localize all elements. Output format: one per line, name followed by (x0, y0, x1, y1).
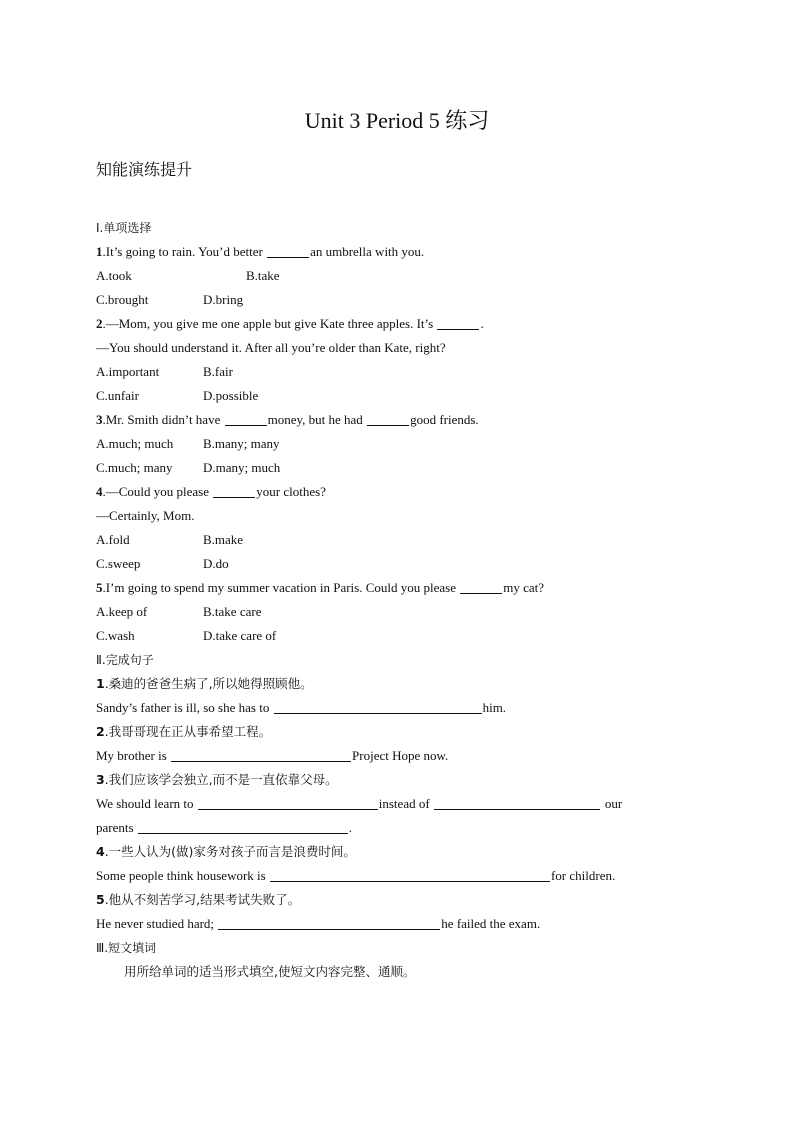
option-a[interactable]: A.important (96, 364, 160, 379)
section2-heading: Ⅱ.完成句子 (96, 653, 154, 667)
question-stem: .It’s going to rain. You’d better (102, 244, 267, 259)
question-4-reply: —Certainly, Mom. (96, 508, 195, 523)
sentence-4-english (96, 864, 716, 888)
option-b[interactable]: B.take care (203, 604, 262, 619)
question-stem: .—Could you please (102, 484, 213, 499)
chinese-prompt: .我们应该学会独立,而不是一直依靠父母。 (104, 772, 338, 787)
item-number: 4 (96, 844, 105, 859)
option-d[interactable]: D.do (203, 556, 229, 571)
question-stem-end: an umbrella with you. (310, 244, 425, 259)
option-a[interactable]: A.fold (96, 532, 130, 547)
english-tail: our (604, 796, 623, 811)
option-d[interactable]: D.many; much (203, 460, 281, 475)
option-a[interactable]: A.keep of (96, 604, 148, 619)
option-c[interactable]: C.brought (96, 292, 149, 307)
answer-blank[interactable] (434, 795, 600, 810)
section3-heading: Ⅲ.短文填词 (96, 941, 157, 955)
english-lead: We should learn to (96, 796, 197, 811)
option-b[interactable]: B.make (203, 532, 244, 547)
option-c[interactable]: C.unfair (96, 388, 139, 403)
english-tail: he failed the exam. (441, 916, 541, 931)
item-number: 3 (96, 772, 105, 787)
english-tail: him. (482, 700, 507, 715)
english-mid: instead of (378, 796, 433, 811)
answer-blank[interactable] (367, 411, 409, 426)
question-1 (96, 240, 716, 264)
question-stem-end: your clothes? (256, 484, 326, 499)
options-row (96, 456, 716, 480)
sentence-5-chinese (96, 888, 716, 912)
options-row (96, 432, 716, 456)
answer-blank[interactable] (213, 483, 255, 498)
worksheet-content (96, 216, 716, 984)
english-lead: My brother is (96, 748, 171, 763)
sentence-3-chinese (96, 768, 716, 792)
option-b[interactable]: B.many; many (203, 436, 280, 451)
english-lead: Sandy’s father is ill, so she has to (96, 700, 273, 715)
sentence-5-english (96, 912, 716, 936)
question-stem-end: my cat? (503, 580, 545, 595)
answer-blank[interactable] (225, 411, 267, 426)
question-stem-end: . (480, 316, 484, 331)
answer-blank[interactable] (218, 915, 440, 930)
option-d[interactable]: D.possible (203, 388, 259, 403)
page-subtitle: 知能演练提升 (96, 160, 193, 179)
english-lead: Some people think housework is (96, 868, 269, 883)
chinese-prompt: .我哥哥现在正从事希望工程。 (104, 724, 272, 739)
answer-blank[interactable] (274, 699, 482, 714)
english-tail: for children. (550, 868, 616, 883)
options-row (96, 624, 716, 648)
option-a[interactable]: A.took (96, 268, 132, 283)
answer-blank[interactable] (138, 819, 348, 834)
sentence-4-chinese (96, 840, 716, 864)
answer-blank[interactable] (198, 795, 378, 810)
answer-blank[interactable] (171, 747, 351, 762)
chinese-prompt: .他从不刻苦学习,结果考试失败了。 (104, 892, 301, 907)
sentence-3-english (96, 792, 716, 816)
question-2-reply: —You should understand it. After all you’re older than Kate, right? (96, 340, 446, 355)
options-row (96, 288, 716, 312)
option-c[interactable]: C.much; many (96, 460, 173, 475)
answer-blank[interactable] (460, 579, 502, 594)
question-number: 1 (96, 244, 103, 259)
answer-blank[interactable] (267, 243, 309, 258)
sentence-3-english-cont (96, 816, 716, 840)
question-stem: .Mr. Smith didn’t have (102, 412, 224, 427)
english-tail: . (348, 820, 353, 835)
question-number: 4 (96, 484, 103, 499)
section1-heading: Ⅰ.单项选择 (96, 221, 152, 235)
option-d[interactable]: D.take care of (203, 628, 277, 643)
question-4 (96, 480, 716, 504)
english-lead: He never studied hard; (96, 916, 218, 931)
answer-blank[interactable] (437, 315, 479, 330)
option-c[interactable]: C.wash (96, 628, 135, 643)
chinese-prompt: .桑迪的爸爸生病了,所以她得照顾他。 (104, 676, 313, 691)
chinese-prompt: .一些人认为(做)家务对孩子而言是浪费时间。 (104, 844, 356, 859)
option-b[interactable]: B.take (246, 268, 280, 283)
sentence-2-chinese (96, 720, 716, 744)
section3-instruction: 用所给单词的适当形式填空,使短文内容完整、通顺。 (124, 964, 416, 979)
question-3 (96, 408, 716, 432)
option-a[interactable]: A.much; much (96, 436, 174, 451)
sentence-1-chinese (96, 672, 716, 696)
question-stem-end: good friends. (410, 412, 479, 427)
options-row (96, 384, 716, 408)
options-row (96, 264, 716, 288)
question-stem: .I’m going to spend my summer vacation in Paris. Could you please (102, 580, 460, 595)
english-tail: Project Hope now. (352, 748, 449, 763)
question-number: 5 (96, 580, 103, 595)
question-stem: .—Mom, you give me one apple but give Kate three apples. It’s (102, 316, 437, 331)
answer-blank[interactable] (270, 867, 550, 882)
question-5 (96, 576, 716, 600)
options-row (96, 528, 716, 552)
question-2 (96, 312, 716, 336)
sentence-2-english (96, 744, 716, 768)
english-lead: parents (96, 820, 137, 835)
options-row (96, 600, 716, 624)
option-b[interactable]: B.fair (203, 364, 233, 379)
options-row (96, 360, 716, 384)
option-d[interactable]: D.bring (203, 292, 244, 307)
item-number: 1 (96, 676, 105, 691)
item-number: 2 (96, 724, 105, 739)
sentence-1-english (96, 696, 716, 720)
option-c[interactable]: C.sweep (96, 556, 141, 571)
item-number: 5 (96, 892, 105, 907)
question-stem-mid: money, but he had (267, 412, 367, 427)
question-number: 2 (96, 316, 103, 331)
question-number: 3 (96, 412, 103, 427)
options-row (96, 552, 716, 576)
page-title: Unit 3 Period 5 练习 (304, 108, 490, 133)
